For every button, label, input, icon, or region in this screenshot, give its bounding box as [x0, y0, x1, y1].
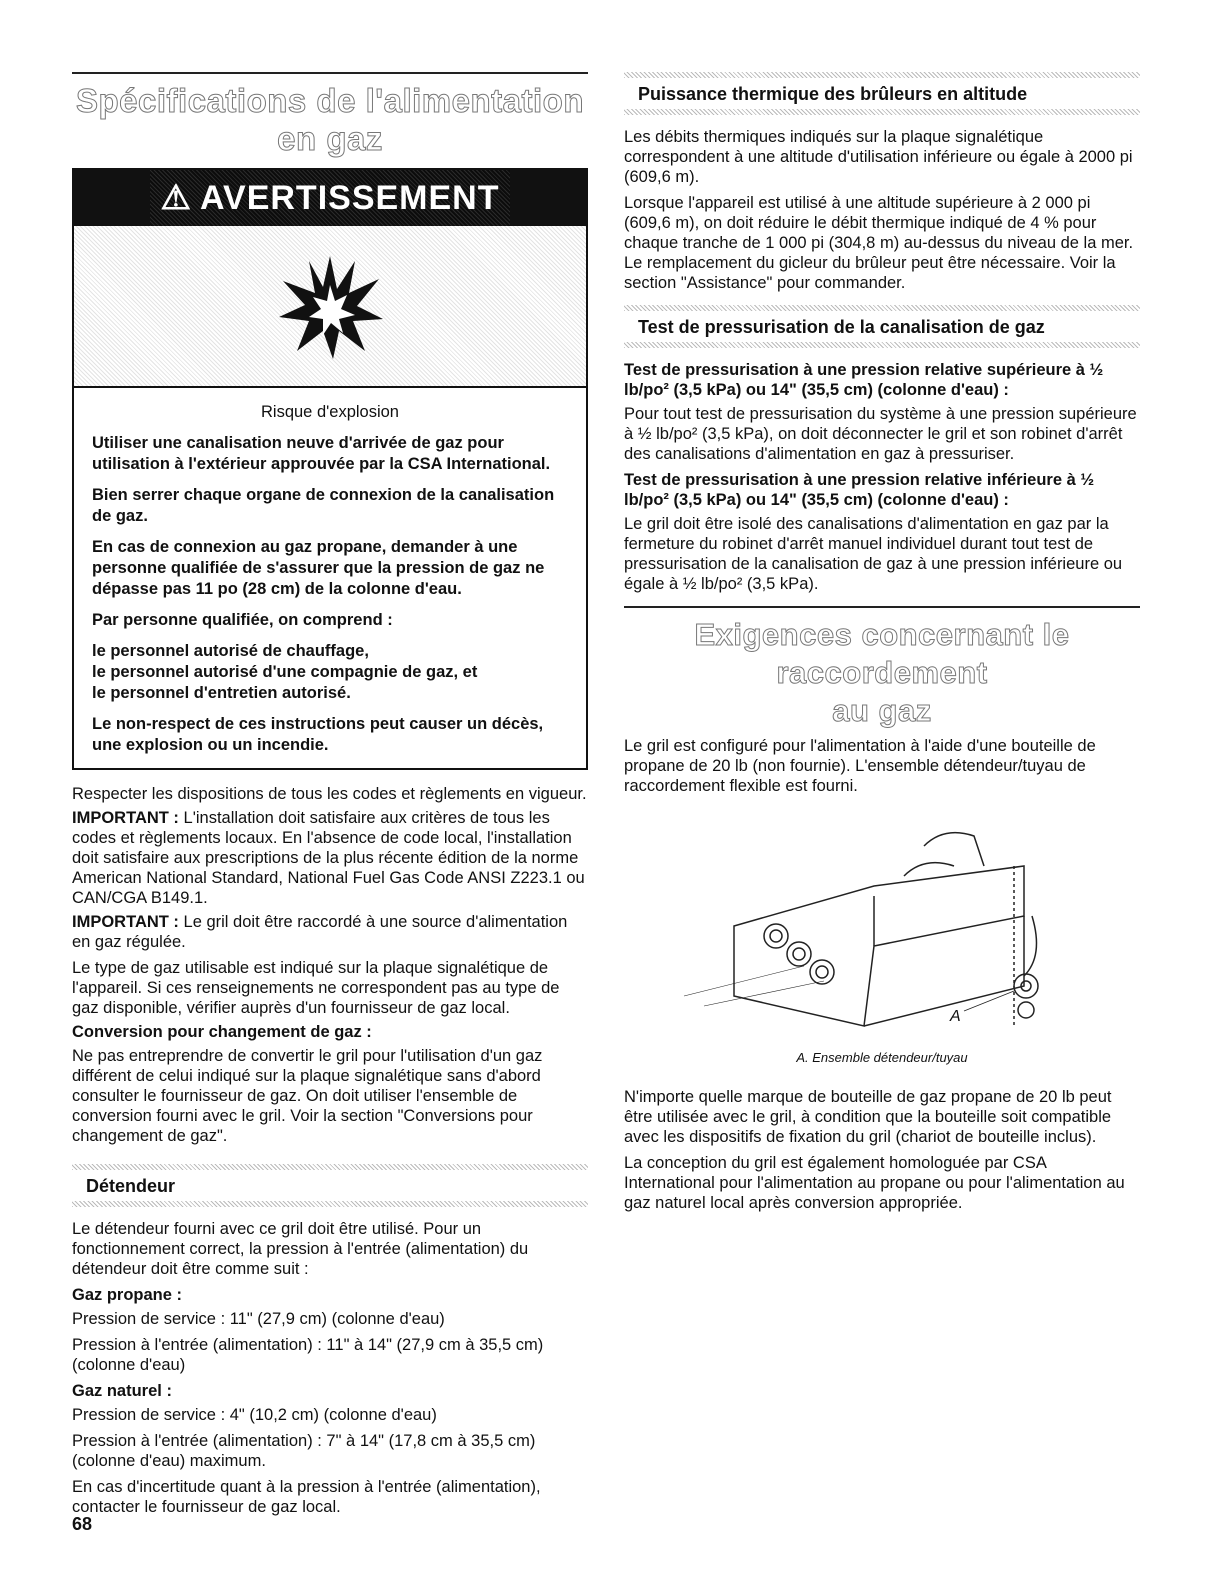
warning-line: le personnel d'entretien autorisé. [92, 684, 351, 702]
warning-line: Le non-respect de ces instructions peut causer un décès, une explosion ou un incendie. [92, 715, 544, 754]
figure-caption: A. Ensemble détendeur/tuyau [796, 1050, 968, 1065]
warning-triangle-icon: ⚠ [160, 179, 192, 217]
test-heading: Test de pressurisation de la canalisation de gaz [638, 317, 1045, 337]
warning-box [72, 168, 588, 770]
left-column [72, 72, 588, 1517]
section-title: Spécifications de l'alimentation en gaz [76, 82, 584, 157]
paragraph: Pression de service : 11" (27,9 cm) (colonne d'eau) [72, 1310, 445, 1328]
paragraph: Le type de gaz utilisable est indiqué sur la plaque signalétique de l'appareil. Si ces renseignements ne correspondent pas au type de gaz disponible, vérifier auprès d'un fournisseur de gaz local. [72, 959, 560, 1017]
subheading: Gaz naturel : [72, 1382, 172, 1400]
paragraph: Pression de service : 4" (10,2 cm) (colonne d'eau) [72, 1406, 437, 1424]
warning-line: En cas de connexion au gaz propane, demander à une personne qualifiée de s'assurer que la pression de gaz ne dépasse pas 11 po (28 cm) de la colonne d'eau. [92, 538, 545, 598]
warning-line: Utiliser une canalisation neuve d'arrivée de gaz pour utilisation à l'extérieur approuvée par la CSA International. [92, 434, 551, 473]
section-title: Exigences concernant le raccordement [694, 617, 1070, 690]
paragraph: Respecter les dispositions de tous les codes et règlements en vigueur. [72, 785, 587, 803]
warning-line: le personnel autorisé de chauffage, [92, 642, 369, 660]
subheading: Test de pressurisation à une pression relative inférieure à ½ lb/po² (3,5 kPa) ou 14" (35,5 cm) (colonne d'eau) : [624, 471, 1095, 509]
paragraph: Le gril est configuré pour l'alimentation à l'aide d'une bouteille de propane de 20 lb (non fournie). L'ensemble détendeur/tuyau de raccordement flexible est fourni. [624, 737, 1096, 795]
shaded-rule [624, 109, 1140, 115]
warning-title: AVERTISSEMENT [199, 178, 500, 217]
paragraph: Pression à l'entrée (alimentation) : 7" à 14" (17,8 cm à 35,5 cm) (colonne d'eau) maximum. [72, 1432, 536, 1470]
warning-line: Par personne qualifiée, on comprend : [92, 611, 393, 629]
important-paragraph [72, 912, 588, 952]
paragraph: Le détendeur fourni avec ce gril doit être utilisé. Pour un fonctionnement correct, la pression à l'entrée (alimentation) du détendeur doit être comme suit : [72, 1220, 529, 1278]
detendeur-heading: Détendeur [86, 1176, 176, 1196]
paragraph: La conception du gril est également homologuée par CSA International pour l'alimentation au propane ou pour l'alimentation au gaz naturel local après conversion appropriée. [624, 1154, 1125, 1212]
paragraph: Pour tout test de pressurisation du système à une pression supérieure à ½ lb/po² (3,5 kPa), on doit déconnecter le gril et son robinet d'arrêt des canalisations d'alimentation en gaz à pressuriser. [624, 405, 1137, 463]
paragraph: N'importe quelle marque de bouteille de gaz propane de 20 lb peut être utilisée avec le gril, à condition que la bouteille soit compatible avec les dispositifs de fixation du gril (chariot de bouteille inclus). [624, 1088, 1112, 1146]
important-text: L'installation doit satisfaire aux critères de tous les codes et règlements locaux. En l'absence de code local, l'installation doit satisfaire aux prescriptions de la plus récente édition de la norme American National Standard, National Fuel Gas Code ANSI Z223.1 ou CAN/CGA B149.1. [72, 809, 585, 907]
paragraph: Ne pas entreprendre de convertir le gril pour l'utilisation d'un gaz différent de celui indiqué sur la plaque signalétique sans d'abord consulter le fournisseur de gaz. On doit utiliser l'ensemble de conversion fourni avec le gril. Voir la section "Conversions pour changement de gaz". [72, 1047, 543, 1145]
section-rule [72, 72, 588, 74]
important-paragraph [72, 808, 588, 908]
warning-icon-area [74, 226, 586, 388]
subheading: Test de pressurisation à une pression relative supérieure à ½ lb/po² (3,5 kPa) ou 14" (35,5 cm) (colonne d'eau) : [624, 361, 1104, 399]
paragraph: Lorsque l'appareil est utilisé à une altitude supérieure à 2 000 pi (609,6 m), on doit réduire le débit thermique indiqué de 4 % pour chaque tranche de 1 000 pi (304,8 m) au-dessus du niveau de la mer. Le remplacement du gicleur du brûleur peut être nécessaire. Voir la section "Assistance" pour commander. [624, 194, 1134, 292]
paragraph: Le gril doit être isolé des canalisations d'alimentation en gaz par la fermeture du robinet d'arrêt manuel individuel durant tout test de pressurisation de la canalisation de gaz à une pression inférieure ou égale à ½ lb/po² (3,5 kPa). [624, 515, 1123, 593]
paragraph: Les débits thermiques indiqués sur la plaque signalétique correspondent à une altitude d'utilisation inférieure ou égale à 2000 pi (609,6 m). [624, 128, 1133, 186]
explosion-icon [275, 251, 385, 361]
right-column [624, 72, 1140, 1213]
grill-regulator-illustration [624, 806, 1140, 1046]
section-rule [624, 606, 1140, 608]
subheading: Conversion pour changement de gaz : [72, 1023, 372, 1041]
altitude-heading: Puissance thermique des brûleurs en altitude [638, 84, 1028, 104]
subheading: Gaz propane : [72, 1286, 183, 1304]
warning-line: Bien serrer chaque organe de connexion de la canalisation de gaz. [92, 486, 555, 525]
figure-label: A [950, 1008, 961, 1025]
important-label: IMPORTANT : [72, 913, 179, 931]
important-label: IMPORTANT : [72, 809, 179, 827]
paragraph: En cas d'incertitude quant à la pression à l'entrée (alimentation), contacter le fournisseur de gaz local. [72, 1478, 541, 1516]
warning-line: le personnel autorisé d'une compagnie de gaz, et [92, 663, 478, 681]
warning-body [74, 388, 586, 768]
section-title-line2: au gaz [832, 693, 932, 728]
figure [624, 806, 1140, 1046]
page-number: 68 [72, 1514, 93, 1534]
paragraph: Pression à l'entrée (alimentation) : 11" à 14" (27,9 cm à 35,5 cm) (colonne d'eau) [72, 1336, 544, 1374]
important-text: Le gril doit être raccordé à une source d'alimentation en gaz régulée. [72, 913, 568, 951]
warning-banner [74, 170, 586, 226]
shaded-rule [624, 342, 1140, 348]
warning-risk: Risque d'explosion [261, 403, 399, 421]
shaded-rule [72, 1201, 588, 1207]
